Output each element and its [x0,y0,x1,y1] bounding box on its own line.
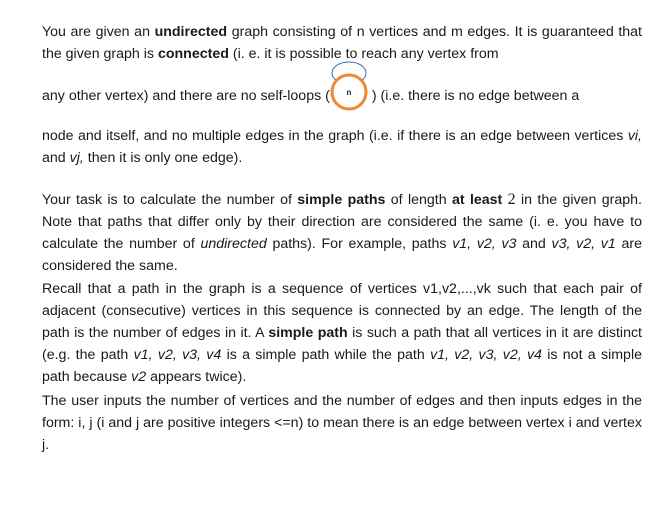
italic-simple-path-example: v1, v2, v3, v4 [133,347,222,363]
italic-undirected: undirected [200,236,267,252]
text-run: then it is only one edge). [83,150,243,166]
paragraph-task [42,189,642,277]
text-run: is such a path that all vertices in it are distinct (e.g. the path [42,325,642,363]
text-run: You are given an [42,24,155,40]
text-run: are considered the same. [42,236,642,274]
paragraph-no-multiple-edges [42,125,642,169]
bold-connected: connected [157,46,229,62]
text-run: any other vertex) and there are no self-loops ( [42,88,330,104]
paragraph-input-format [42,390,642,456]
italic-vj: vj, [69,150,84,166]
text-run: of length [385,192,452,208]
number-two: 2 [507,191,516,208]
text-run: is not a simple path because [42,347,642,385]
node-label: n [346,88,352,98]
bold-simple-path: simple path [268,325,348,341]
text-run: graph consisting of n vertices and m edges. It is guaranteed that the given graph is [42,24,642,62]
italic-v2: v2 [131,369,147,385]
text-run: is a simple path while the path [221,347,431,363]
text-run: The user inputs the number of vertices and the number of edges and then inputs edges in the form: i, j (i and j are positive integers <=n) to mean there is an edge between vertex i and vertex j. [42,393,642,453]
text-run: and [42,150,70,166]
text-run: node and itself, and no multiple edges in the graph (i.e. if there is an edge between vertices [42,128,628,144]
paragraph-self-loops [42,85,642,107]
text-run: appears twice). [146,369,247,385]
text-run: ) (i.e. there is no edge between a [371,88,580,104]
paragraph-simple-path-definition [42,278,642,388]
bold-at-least: at least [451,192,503,208]
italic-vi: vi, [627,128,642,144]
text-run: in the given graph. Note that paths that differ only by their direction are considered the same (i. e. you have to calculate the number of [42,192,642,252]
italic-path-example-2: v3, v2, v1 [551,236,616,252]
text-run: Recall that a path in the graph is a sequence of vertices v1,v2,...,vk such that each pair of adjacent (consecutive) vertices in this sequence is connected by an edge. The length of the path is the number of edges in it. A [42,281,642,341]
text-run: paths). For example, paths [266,236,453,252]
text-run: and [516,236,552,252]
self-loop-diagram [330,59,374,111]
bold-simple-paths: simple paths [297,192,386,208]
self-loop-figure [330,85,372,107]
text-run: (i. e. it is possible to reach any vertex from [228,46,499,62]
text-run: Your task is to calculate the number of [42,192,298,208]
bold-undirected: undirected [154,24,228,40]
italic-non-simple-path-example: v1, v2, v3, v2, v4 [430,347,542,363]
italic-path-example-1: v1, v2, v3 [452,236,517,252]
